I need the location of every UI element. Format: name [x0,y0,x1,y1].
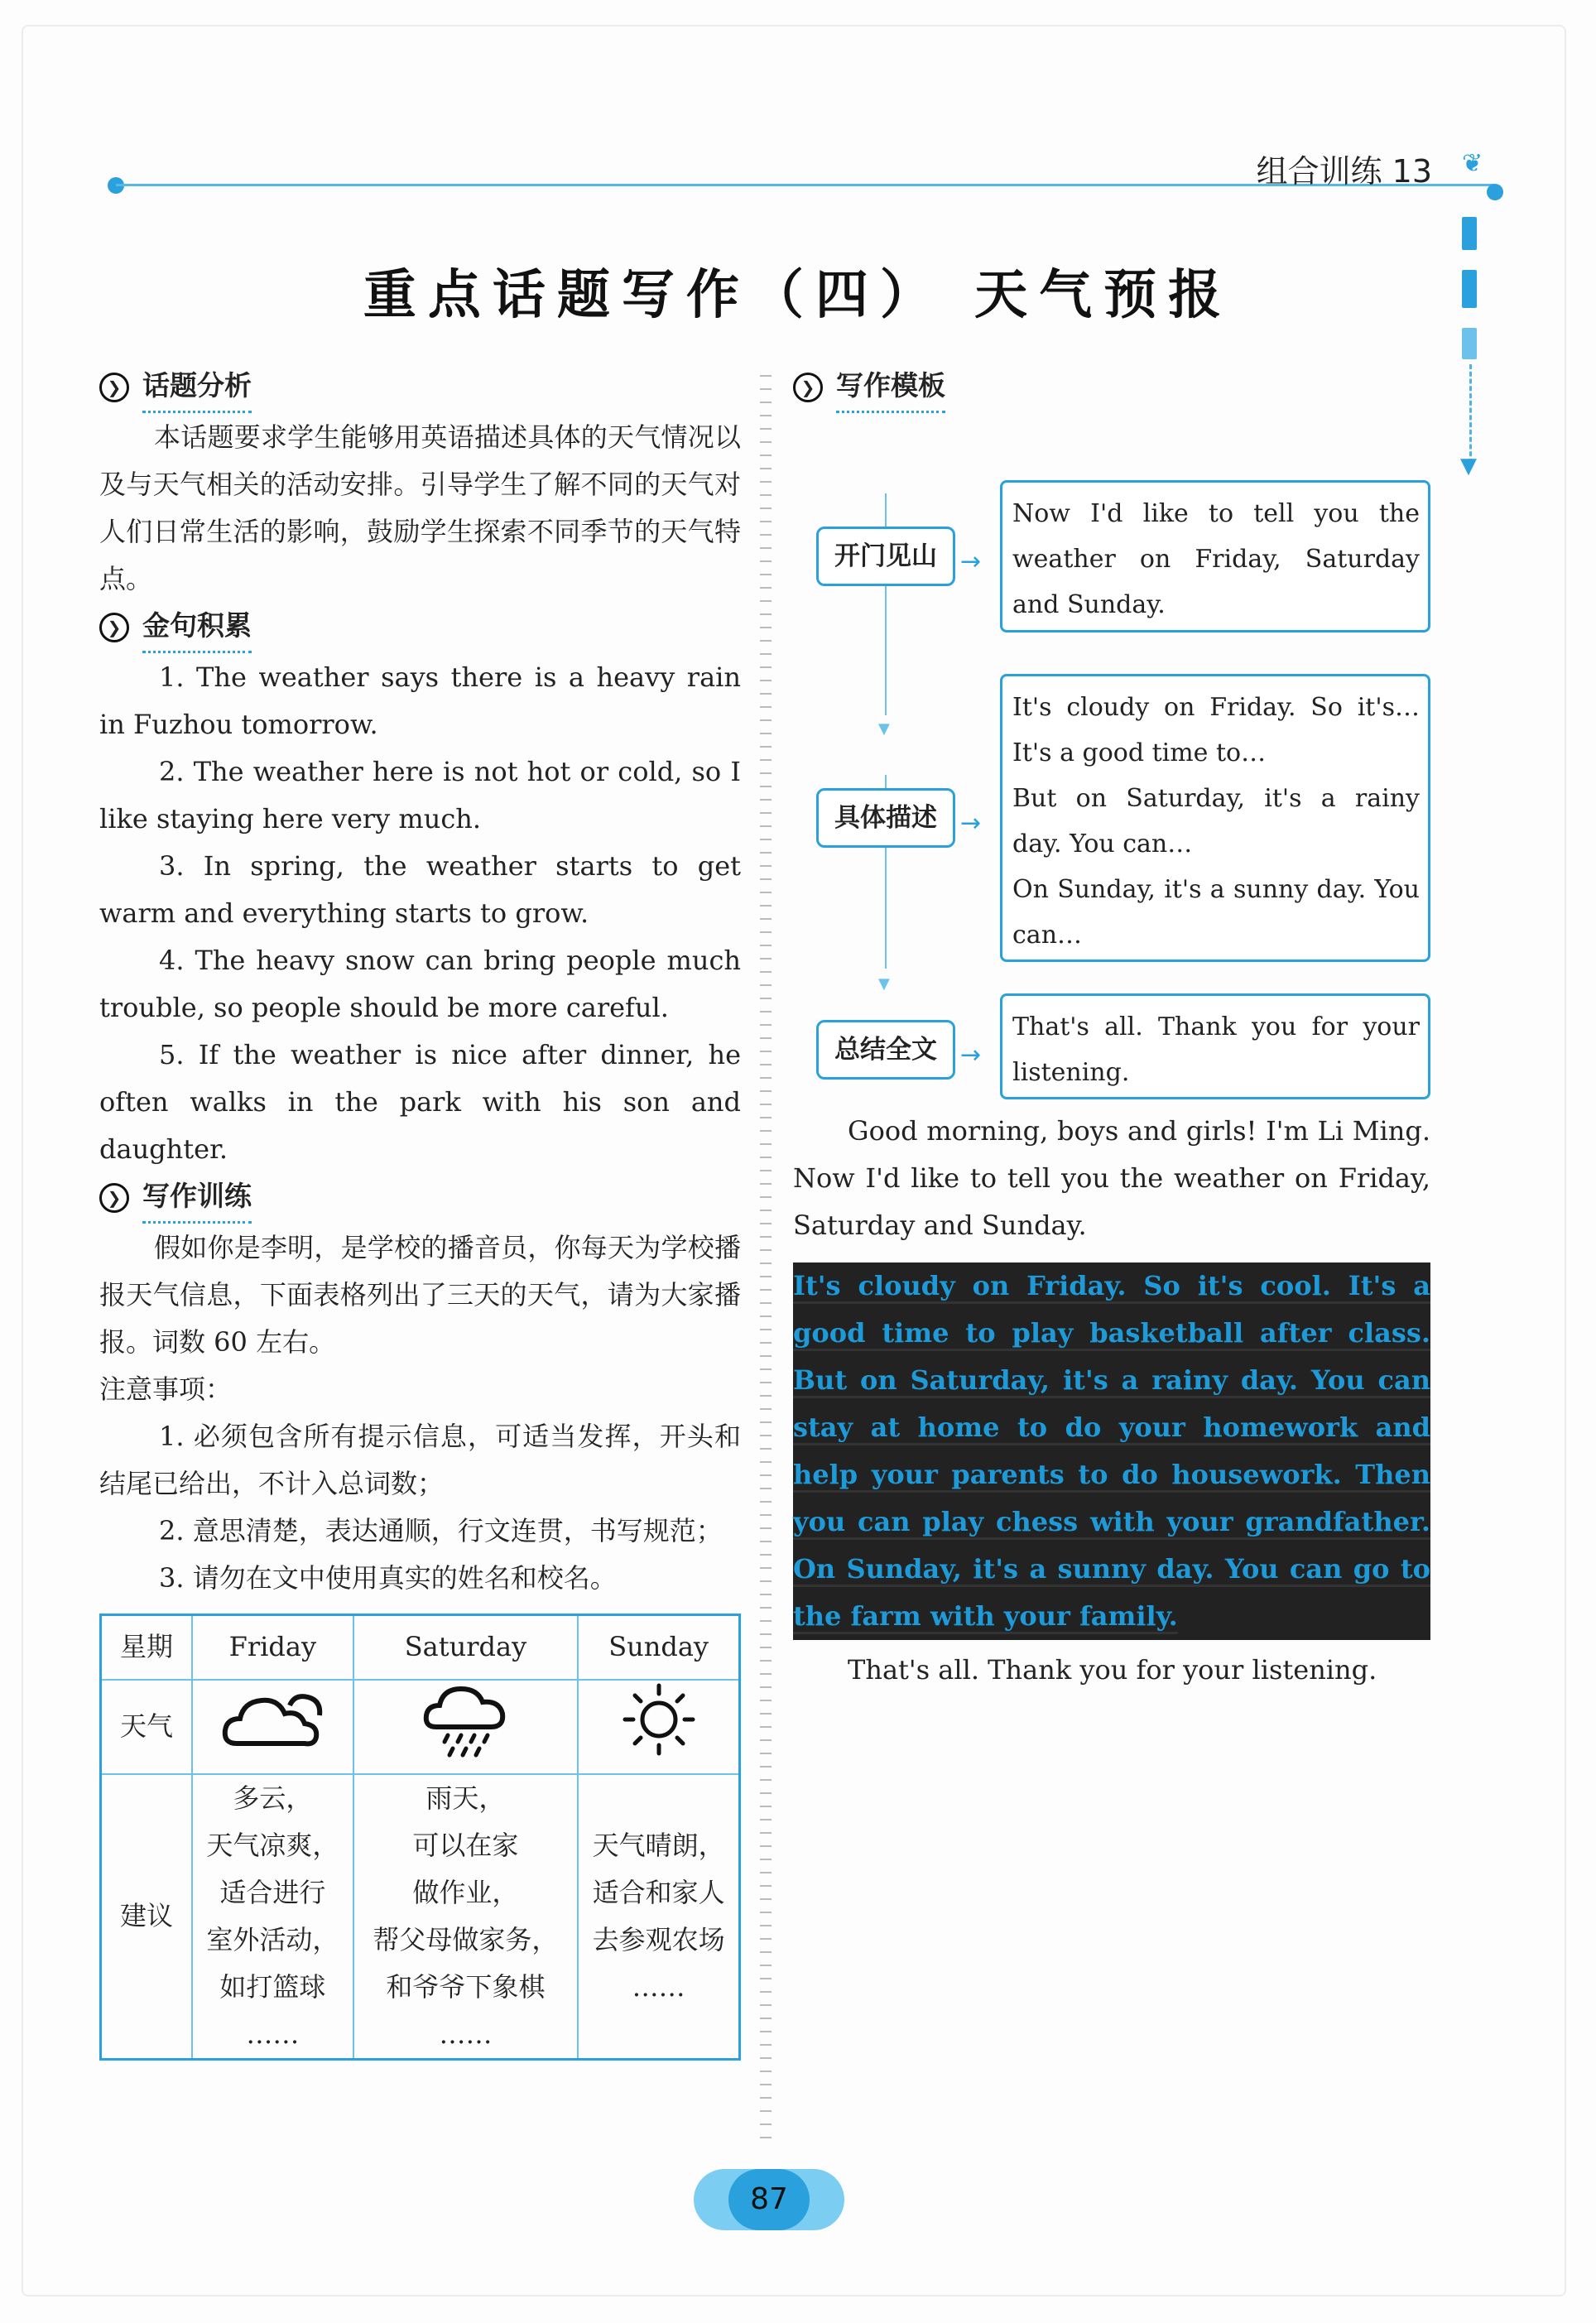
note-item: 2. 意思清楚，表达通顺，行文连贯，书写规范； [159,1515,723,1546]
header-dot-right [1487,184,1503,200]
row-label-advice: 建议 [101,1774,193,2060]
essay-answer: It's cloudy on Friday. So it's cool. It's a good time to play basketball after class. But on Saturday, it's a rainy day. You can stay at home to do your homework and help your parents to do housework. Then you can play chess with your grandfather. On Sunday, it's a sunny day. You can go to the farm with your family. [793,1262,1430,1640]
rain-icon [353,1680,579,1774]
flow-box-summary: That's all. Thank you for your listening. [1000,993,1430,1099]
training-heading: ❯ 写作训练 [99,1175,741,1221]
sentence-item: 4. The heavy snow can bring people much trouble, so people should be more careful. [99,945,741,1023]
left-column [99,364,741,2061]
arrow-down-icon: ▼ [1460,454,1477,479]
flow-label-summary: 总结全文 [816,1020,955,1080]
essay-opening: Good morning, boys and girls! I'm Li Ming. Now I'd like to tell you the weather on Friday, Saturday and Sunday. [793,1115,1430,1241]
sentence-item: 5. If the weather is nice after dinner, he often walks in the park with his son and daughter. [99,1039,741,1165]
day-saturday: Saturday [353,1615,579,1680]
chevron-right-icon: ❯ [99,373,129,402]
sentences-heading: ❯ 金句积累 [99,604,741,651]
chevron-right-icon: ❯ [99,1183,129,1213]
row-label-weather: 天气 [101,1680,193,1774]
chevron-right-icon: ❯ [793,373,823,402]
flow-label-description: 具体描述 [816,788,955,848]
sun-icon [578,1680,739,1774]
sentence-item: 3. In spring, the weather starts to get warm and everything starts to grow. [99,850,741,929]
page-number-badge [694,2169,844,2230]
flow-box-description: It's cloudy on Friday. So it's…It's a good time to… But on Saturday, it's a rainy day. You can… On Sunday, it's a sunny day. You can… [1000,674,1430,962]
note-item: 1. 必须包含所有提示信息，可适当发挥，开头和结尾已给出，不计入总词数； [99,1421,741,1499]
arrow-right-icon: → [960,809,982,838]
arrow-right-icon: → [960,547,982,576]
arrow-down-icon: ▼ [878,720,890,738]
advice-friday: 多云， 天气凉爽， 适合进行 室外活动， 如打篮球 …… [192,1774,353,2060]
sentence-item: 2. The weather here is not hot or cold, so I like staying here very much. [99,756,741,834]
row-label-day: 星期 [101,1615,193,1680]
day-friday: Friday [192,1615,353,1680]
template-heading: ❯ 写作模板 [793,364,1430,411]
notes-title: 注意事项： [99,1373,233,1405]
arrow-down-icon: ▼ [878,975,890,993]
page-number: 87 [728,2169,810,2230]
day-sunday: Sunday [578,1615,739,1680]
flow-box-opening: Now I'd like to tell you the weather on Friday, Saturday and Sunday. [1000,480,1430,632]
cloud-icon [192,1680,353,1774]
section-label: 组合训练 13 [1256,153,1432,190]
topic-analysis-text: 本话题要求学生能够用英语描述具体的天气情况以及与天气相关的活动安排。引导学生了解不同的天气对人们日常生活的影响，鼓励学生探索不同季节的天气特点。 [99,421,741,594]
page-title: 重点话题写作（四） 天气预报 [363,264,1233,326]
weather-table [99,1614,741,2061]
writing-template-flow [793,414,1430,1109]
training-prompt: 假如你是李明，是学校的播音员，你每天为学校播报天气信息，下面表格列出了三天的天气，请为大家播报。词数 60 左右。 [99,1232,741,1358]
column-divider [760,368,772,2148]
sample-essay [793,1108,1430,1694]
topic-analysis-heading: ❯ 话题分析 [99,364,741,411]
flow-label-opening: 开门见山 [816,527,955,586]
advice-sunday: 天气晴朗， 适合和家人 去参观农场 …… [578,1774,739,2060]
sentence-item: 1. The weather says there is a heavy rain in Fuzhou tomorrow. [99,661,741,740]
arrow-right-icon: → [960,1041,982,1070]
right-column [793,364,1430,1694]
essay-closing: That's all. Thank you for your listening. [848,1654,1377,1686]
advice-saturday: 雨天， 可以在家 做作业， 帮父母做家务， 和爷爷下象棋 …… [353,1774,579,2060]
note-item: 3. 请勿在文中使用真实的姓名和校名。 [159,1562,617,1594]
chevron-right-icon: ❯ [99,613,129,642]
wheat-icon: ❦ [1462,149,1483,178]
side-dashed-line [1469,364,1472,464]
